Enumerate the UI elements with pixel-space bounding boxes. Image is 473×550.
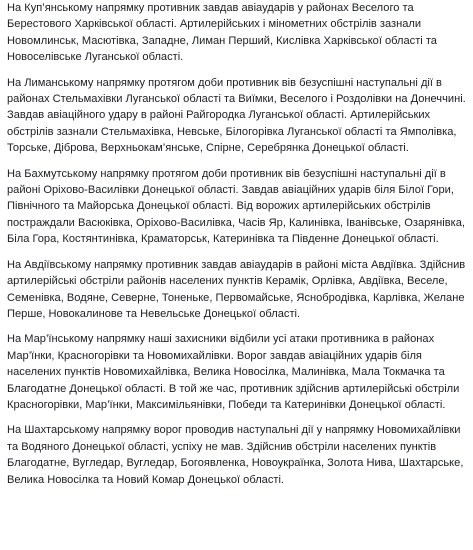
- paragraph-marinka: На Мар’їнському напрямку наші захисники відбили усі атаки противника в районах Мар’їнки, Красногорівки та Новомихайлівки. Ворог завдав авіаційних ударів біля населених пунктів Новомихайлівка, Велика Новосілка, Малинівка, Мала Токмачка та Благодатне Донецької області. В той же час, противник здійснив артилерійські обстріли Красногорівки, Мар’їнки, Максимільянівки, Победи та Катеринівки Донецької області.: [7, 333, 460, 411]
- paragraph-bakhmut: На Бахмутському напрямку протягом доби противник вів безуспішні наступальні дії в районі Оріхово-Василівки Донецької області. Завдав авіаційних ударів біля Білої Гори, Північного та Майорська Донецької області. Від ворожих артилерійських обстрілів постраждали Васюківка, Оріхово-Василівка, Часів Яр, Калинівка, Іванівське, Озарянівка, Біла Гора, Костянтинівка, Краматорськ, Катеринівка та Південне Донецької області.: [7, 167, 466, 246]
- paragraph-kupiansk: На Куп’янському напрямку противник завдав авіаударів у районах Веселого та Берестового Харківської області. Артилерійських і мінометних обстрілів зазнали Новомлинськ, Масютівка, Западне, Лиман Перший, Кислівка Харківської області та Новоселівське Луганської області.: [7, 2, 437, 64]
- paragraph-lyman: На Лиманському напрямку протягом доби противник вів безуспішні наступальні дії в районах Стельмахівки Луганської області та Виїмки, Веселого і Роздолівки на Донеччині. Завдав авіаційного удару в районі Райгородка Луганської області. Артилерійських обстрілів зазнали Стельмахівка, Невське, Білогорівка Луганської області та Ямполівка, Торське, Діброва, Верхньокам’янське, Спірне, Серебрянка Донецької області.: [7, 76, 466, 155]
- paragraph-avdiivka: На Авдіївському напрямку противник завдав авіаударів в районі міста Авдіївка. Здійснив артилерійські обстріли районів населених пунктів Керамік, Орлівка, Авдіївка, Веселе, Семенівка, Водяне, Северне, Тоненьке, Первомайське, Яснобродівка, Карлівка, Желане Перше, Новокалинове та Невельське Донецької області.: [7, 258, 466, 320]
- paragraph-shakhtarsk: На Шахтарському напрямку ворог проводив наступальні дії у напрямку Новомихайлівки та Водяного Донецької області, успіху не мав. Здійснив обстріли населених пунктів Благодатне, Вугледар, Вугледар, Богоявленка, Новоукраїнка, Золота Нива, Шахтарське, Велика Новосілка та Новий Комар Донецької області.: [7, 424, 464, 486]
